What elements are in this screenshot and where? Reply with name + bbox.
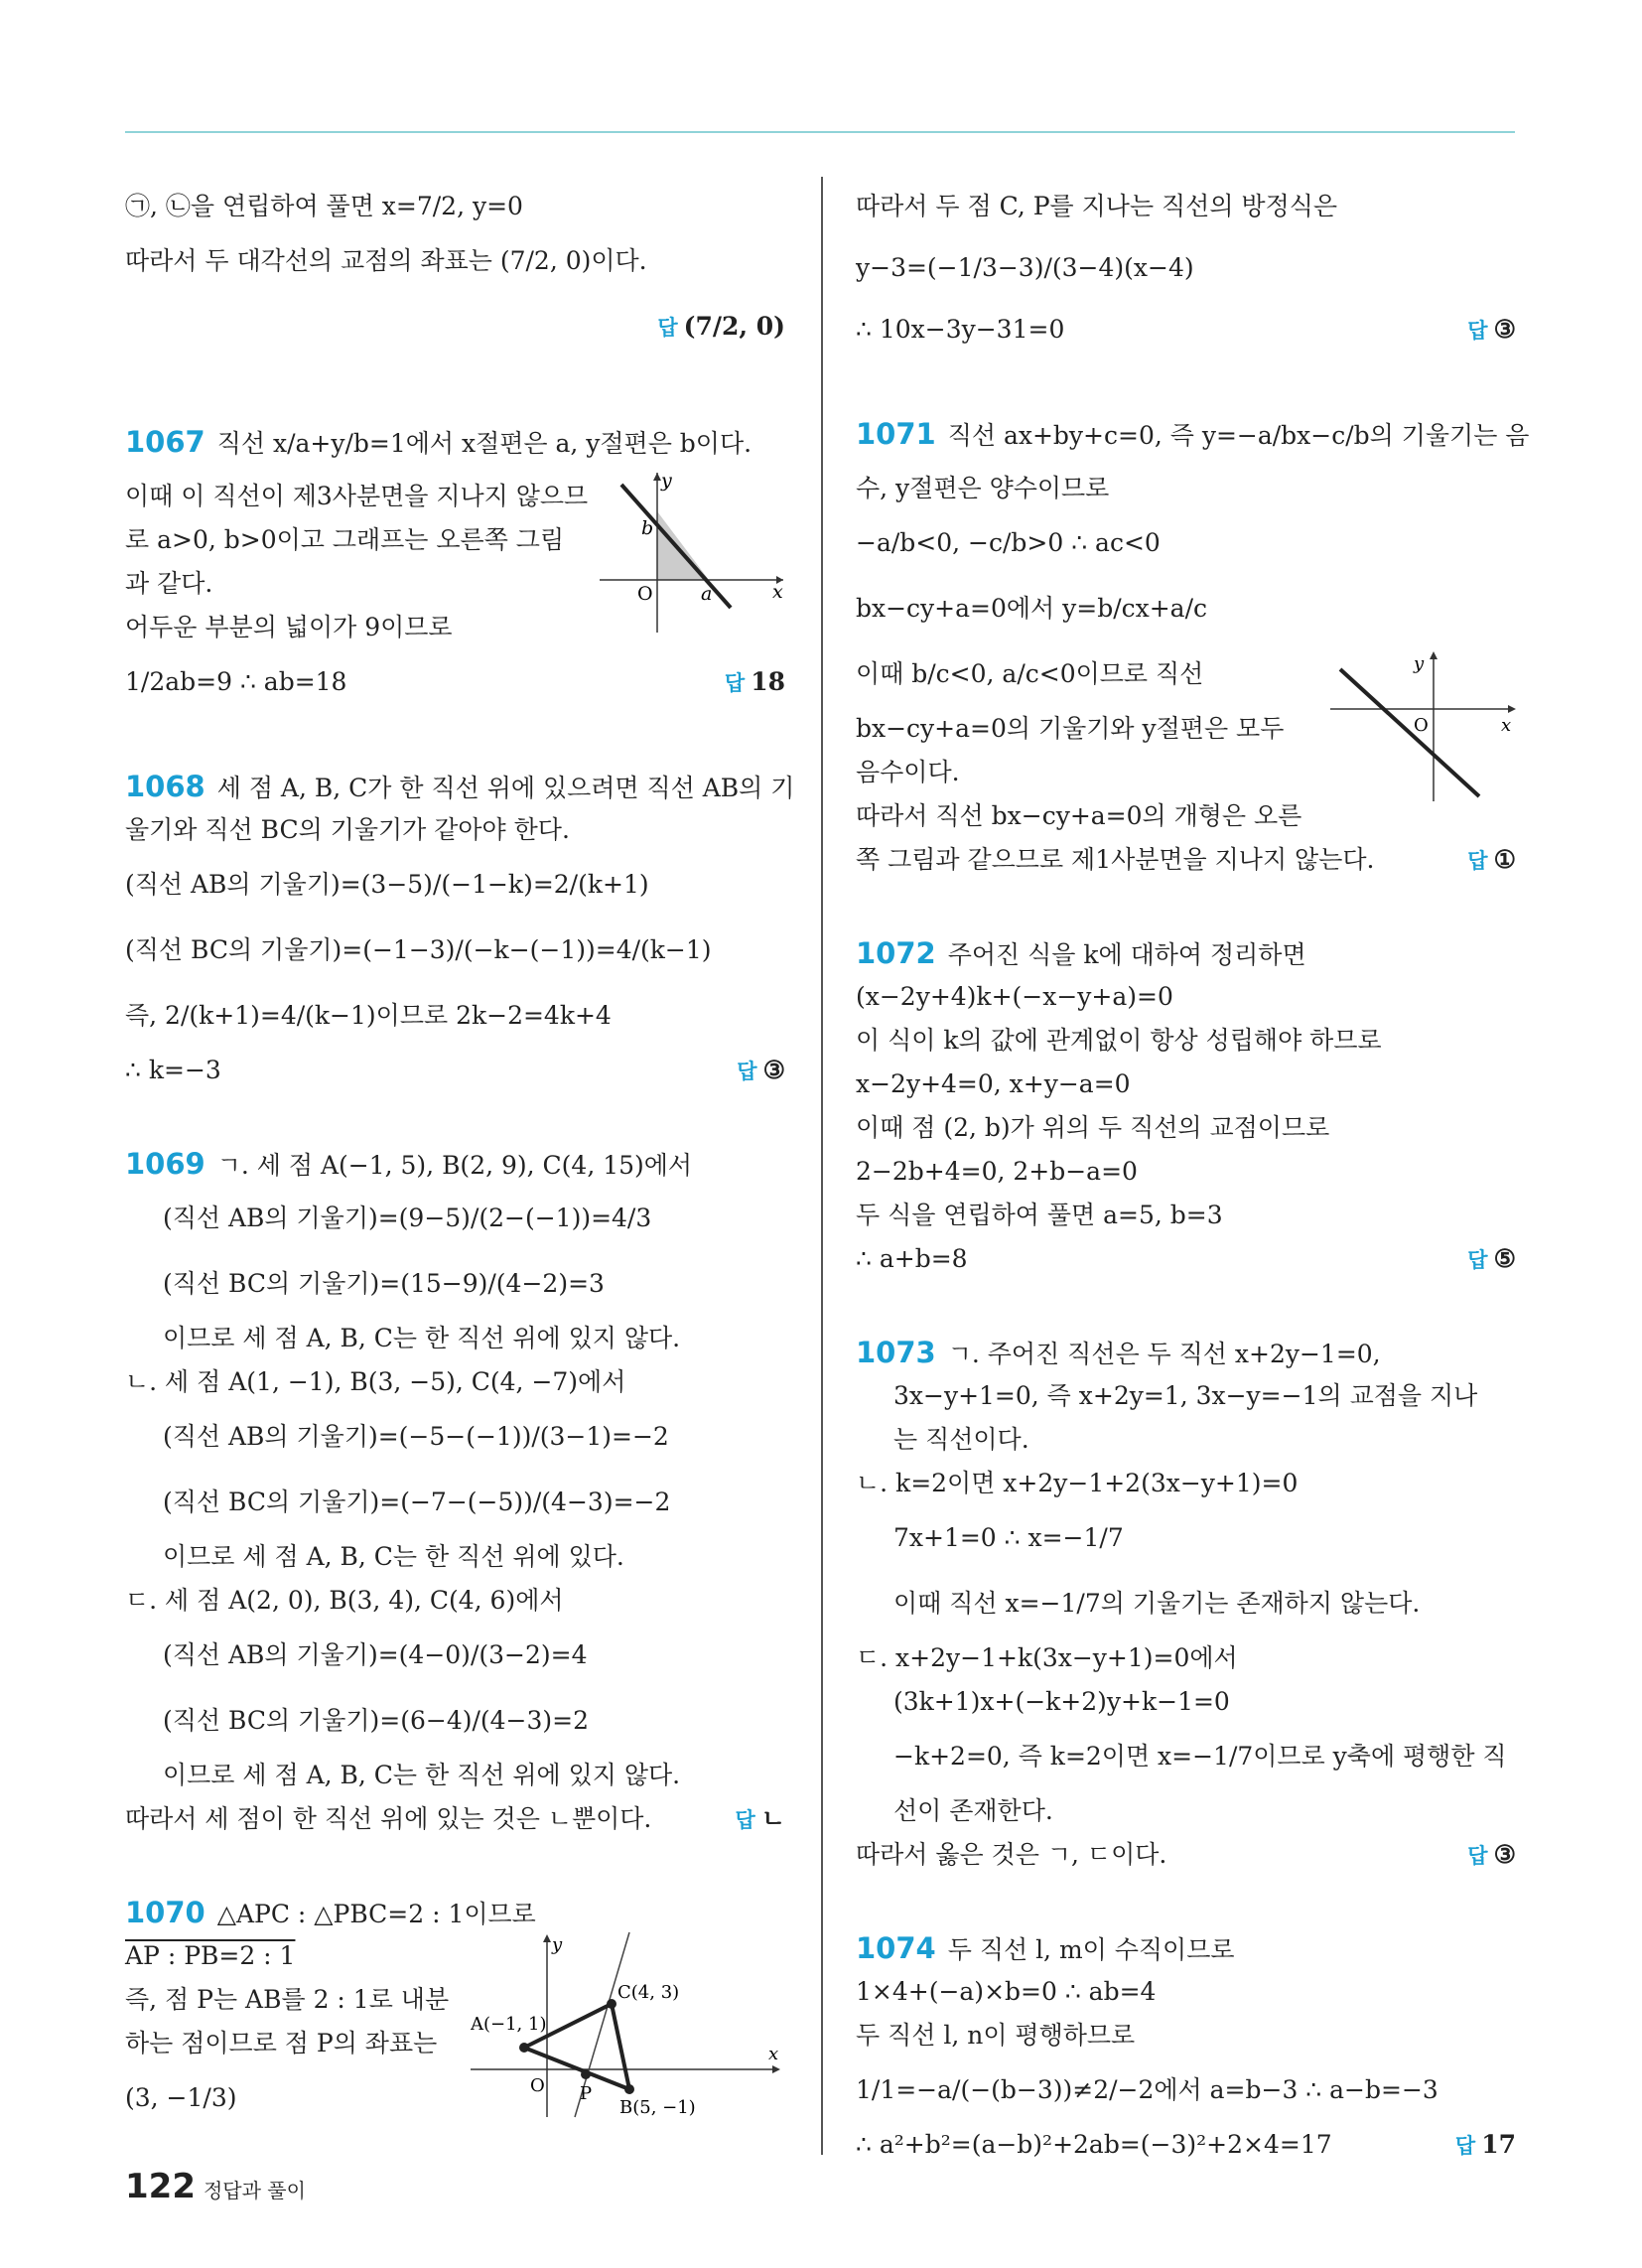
problem-1071-header: 1071 직선 ax+by+c=0, 즉 y=−a/bx−c/b의 기울기는 음 xyxy=(856,417,1530,451)
solution-line: AP : PB=2 : 1 xyxy=(125,1941,296,1970)
solution-line: (직선 BC의 기울기)=(15−9)/(4−2)=3 xyxy=(163,1269,605,1298)
left-column xyxy=(125,185,795,2131)
figure-row xyxy=(125,1891,785,2131)
solution-line: 이 식이 k의 값에 관계없이 항상 성립해야 하므로 xyxy=(856,1026,1382,1055)
solution-line: 1/2ab=9 ∴ ab=18 답 18 xyxy=(125,649,785,715)
page-footer xyxy=(125,2167,306,2206)
problem-1070-header: 1070 △APC : △PBC=2 : 1이므로 xyxy=(125,1896,536,1929)
problem-1072-header: 1072 주어진 식을 k에 대하여 정리하면 xyxy=(856,936,1306,970)
solution-line: y−3=(−1/3−3)/(3−4)(x−4) xyxy=(856,253,1194,282)
solution-line: (3, −1/3) xyxy=(125,2083,237,2112)
solution-line: ∴ a²+b²=(a−b)²+2ab=(−3)²+2×4=17 답 17 xyxy=(856,2123,1516,2167)
shaded-triangle xyxy=(657,511,709,580)
problem-1067-header: 1067 직선 x/a+y/b=1에서 x절편은 a, y절편은 b이다. xyxy=(125,425,753,459)
solution-line: 이때 점 (2, b)가 위의 두 직선의 교점이므로 xyxy=(856,1113,1330,1142)
solution-line: 따라서 직선 bx−cy+a=0의 개형은 오른 xyxy=(856,801,1302,830)
problem-number: 1073 xyxy=(856,1336,936,1369)
solution-line: 두 직선 l, n이 평행하므로 xyxy=(856,2021,1136,2050)
header-rule xyxy=(125,131,1515,133)
right-column xyxy=(856,185,1530,2167)
answer: 답 ③ xyxy=(1467,315,1516,344)
solution-line: (3k+1)x+(−k+2)y+k−1=0 xyxy=(893,1687,1230,1716)
origin-label: O xyxy=(530,2075,545,2096)
solution-line: (직선 BC의 기울기)=(6−4)/(4−3)=2 xyxy=(163,1706,590,1735)
solution-line: 이므로 세 점 A, B, C는 한 직선 위에 있다. xyxy=(163,1542,624,1571)
solution-line: ∴ k=−3 답 ③ xyxy=(125,1049,785,1092)
answer: 답 ㄴ xyxy=(735,1804,785,1833)
solution-line: 쪽 그림과 같으므로 제1사분면을 지나지 않는다. 답 ① xyxy=(856,838,1516,882)
solution-line: 음수이다. xyxy=(856,758,960,786)
solution-line: 3x−y+1=0, 즉 x+2y=1, 3x−y=−1의 교점을 지나 xyxy=(893,1381,1478,1410)
solution-line: 수, y절편은 양수이므로 xyxy=(856,474,1110,502)
answer: 답 (7/2, 0) xyxy=(657,312,785,341)
solution-line: ㄷ. 세 점 A(2, 0), B(3, 4), C(4, 6)에서 xyxy=(125,1586,564,1615)
point-b-label: B(5, −1) xyxy=(619,2097,696,2118)
solution-line: x−2y+4=0, x+y−a=0 xyxy=(856,1069,1131,1098)
figure-row xyxy=(125,470,785,649)
solution-line: 어두운 부분의 넓이가 9이므로 xyxy=(125,613,453,641)
solution-line: ㉠, ㉡을 연립하여 풀면 x=7/2, y=0 xyxy=(125,192,523,220)
y-axis-label: y xyxy=(552,1934,563,1955)
problem-1069-header: 1069 ㄱ. 세 점 A(−1, 5), B(2, 9), C(4, 15)에서 xyxy=(125,1147,693,1181)
solution-line: 과 같다. xyxy=(125,569,213,598)
origin-label: O xyxy=(637,583,653,605)
solution-line: 하는 점이므로 점 P의 좌표는 xyxy=(125,2029,438,2057)
solution-line: (x−2y+4)k+(−x−y+a)=0 xyxy=(856,982,1173,1011)
answer: 답 17 xyxy=(1454,2130,1516,2159)
solution-line: (직선 AB의 기울기)=(4−0)/(3−2)=4 xyxy=(163,1640,588,1669)
solution-line: 7x+1=0 ∴ x=−1/7 xyxy=(893,1523,1124,1552)
problem-number: 1068 xyxy=(125,770,205,803)
solution-line: 두 식을 연립하여 풀면 a=5, b=3 xyxy=(856,1201,1223,1229)
solution-line: ㄴ. 세 점 A(1, −1), B(3, −5), C(4, −7)에서 xyxy=(125,1367,626,1396)
solution-line: (직선 AB의 기울기)=(9−5)/(2−(−1))=4/3 xyxy=(163,1204,652,1232)
graph-1067 xyxy=(600,469,788,638)
solution-line: 이므로 세 점 A, B, C는 한 직선 위에 있지 않다. xyxy=(163,1761,681,1789)
solution-line: 따라서 옳은 것은 ㄱ, ㄷ이다. 답 ③ xyxy=(856,1833,1516,1877)
x-axis-label: x xyxy=(772,581,783,603)
b-label: b xyxy=(641,517,654,539)
solution-line: 이때 이 직선이 제3사분면을 지나지 않으므 xyxy=(125,482,589,510)
solution-line: −k+2=0, 즉 k=2이면 x=−1/7이므로 y축에 평행한 직 xyxy=(893,1742,1507,1771)
point-p-label: P xyxy=(580,2083,593,2104)
solution-line: ㄴ. k=2이면 x+2y−1+2(3x−y+1)=0 xyxy=(856,1469,1299,1497)
solution-line: (직선 AB의 기울기)=(−5−(−1))/(3−1)=−2 xyxy=(163,1422,669,1451)
point-a-label: A(−1, 1) xyxy=(471,2014,547,2035)
problem-1074-header: 1074 두 직선 l, m이 수직이므로 xyxy=(856,1931,1235,1965)
solution-line: bx−cy+a=0의 기울기와 y절편은 모두 xyxy=(856,714,1285,743)
solution-line: 따라서 두 점 C, P를 지나는 직선의 방정식은 xyxy=(856,192,1338,220)
footer-title: 정답과 풀이 xyxy=(203,2179,306,2202)
problem-number: 1071 xyxy=(856,417,936,451)
solution-line: ∴ a+b=8 답 ⑤ xyxy=(856,1237,1516,1281)
problem-number: 1072 xyxy=(856,936,936,970)
point-c-label: C(4, 3) xyxy=(617,1982,680,2003)
solution-line: ㄷ. x+2y−1+k(3x−y+1)=0에서 xyxy=(856,1643,1238,1672)
column-divider xyxy=(821,177,823,2155)
figure-row xyxy=(856,641,1516,882)
solution-line: ∴ 10x−3y−31=0 답 ③ xyxy=(856,308,1516,352)
graph-1070 xyxy=(471,1930,786,2119)
problem-number: 1070 xyxy=(125,1896,205,1929)
solution-line: (직선 BC의 기울기)=(−7−(−5))/(4−3)=−2 xyxy=(163,1488,671,1516)
solution-line: 따라서 두 대각선의 교점의 좌표는 (7/2, 0)이다. xyxy=(125,246,647,275)
solution-line: 이때 b/c<0, a/c<0이므로 직선 xyxy=(856,659,1204,688)
x-axis-label: x xyxy=(1501,715,1512,736)
solution-line: 2−2b+4=0, 2+b−a=0 xyxy=(856,1157,1138,1186)
solution-line: −a/b<0, −c/b>0 ∴ ac<0 xyxy=(856,528,1161,557)
page-number: 122 xyxy=(125,2167,196,2206)
solution-line: 이때 직선 x=−1/7의 기울기는 존재하지 않는다. xyxy=(893,1589,1421,1618)
solution-line: 1×4+(−a)×b=0 ∴ ab=4 xyxy=(856,1977,1157,2006)
answer: 답 ⑤ xyxy=(1467,1244,1516,1273)
problem-number: 1069 xyxy=(125,1147,205,1181)
problem-1073-header: 1073 ㄱ. 주어진 직선은 두 직선 x+2y−1=0, xyxy=(856,1336,1381,1369)
graph-1071 xyxy=(1330,647,1519,806)
a-label: a xyxy=(701,583,713,605)
solution-line: 로 a>0, b>0이고 그래프는 오른쪽 그림 xyxy=(125,525,565,554)
solution-line: bx−cy+a=0에서 y=b/cx+a/c xyxy=(856,594,1208,623)
solution-line: 즉, 점 P는 AB를 2 : 1로 내분 xyxy=(125,1985,450,2014)
solution-line: 선이 존재한다. xyxy=(893,1796,1053,1825)
y-axis-label: y xyxy=(1414,653,1425,674)
solution-line: 즉, 2/(k+1)=4/(k−1)이므로 2k−2=4k+4 xyxy=(125,1001,612,1030)
answer: 답 ③ xyxy=(1467,1840,1516,1869)
problem-1068-header: 1068 세 점 A, B, C가 한 직선 위에 있으려면 직선 AB의 기 xyxy=(125,770,795,803)
answer: 답 ③ xyxy=(737,1056,785,1084)
y-axis-label: y xyxy=(661,470,672,492)
solution-line: 는 직선이다. xyxy=(893,1425,1029,1454)
answer: 답 ① xyxy=(1467,845,1516,874)
x-axis-label: x xyxy=(768,2044,779,2064)
solution-line: 이므로 세 점 A, B, C는 한 직선 위에 있지 않다. xyxy=(163,1324,681,1352)
solution-line: (직선 AB의 기울기)=(3−5)/(−1−k)=2/(k+1) xyxy=(125,870,649,899)
solution-line: 따라서 세 점이 한 직선 위에 있는 것은 ㄴ뿐이다. 답 ㄴ xyxy=(125,1797,785,1841)
solution-line: (직선 BC의 기울기)=(−1−3)/(−k−(−1))=4/(k−1) xyxy=(125,935,712,964)
problem-number: 1074 xyxy=(856,1931,936,1965)
answer: 답 18 xyxy=(724,667,785,696)
solution-line: 울기와 직선 BC의 기울기가 같아야 한다. xyxy=(125,815,570,844)
problem-number: 1067 xyxy=(125,425,205,459)
solution-line: 1/1=−a/(−(b−3))≠2/−2에서 a=b−3 ∴ a−b=−3 xyxy=(856,2075,1438,2104)
origin-label: O xyxy=(1414,715,1429,736)
